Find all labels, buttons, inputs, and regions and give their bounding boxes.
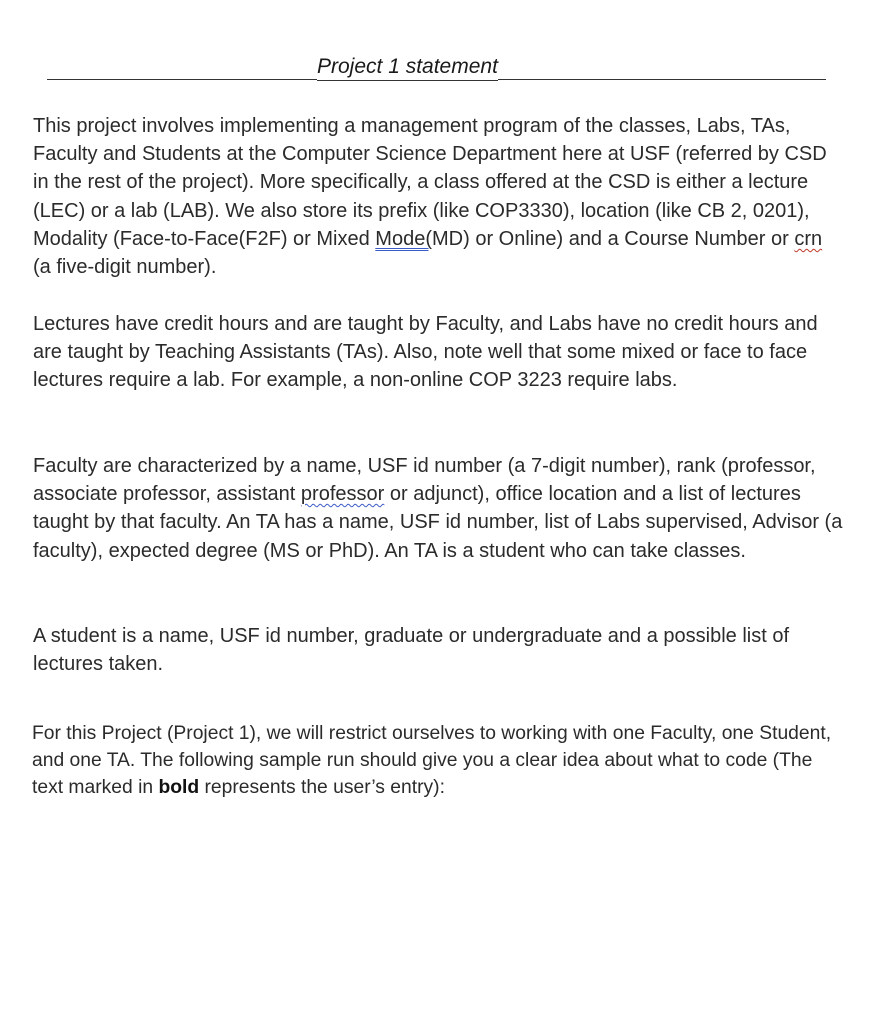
paragraph-intro-text-3: (a five-digit number). [33,256,217,279]
paragraph-scope-text-2: represents the user’s entry): [199,777,445,799]
grammar-flag-professor: professor [300,483,385,506]
page-title: Project 1 statement [317,54,498,81]
paragraph-scope-text-1: For this Project (Project 1), we will restrict ourselves to working with one Faculty, one Student, and one TA. The following sample run should give you a clear idea about what to code (The text marked in [32,723,832,799]
paragraph-intro [33,112,845,281]
grammar-flag-mode: Mode( [375,227,432,250]
title-rule-right [498,79,826,80]
title-row [47,56,826,84]
paragraph-intro-text-1: This project involves implementing a management program of the classes, Labs, TAs, Faculty and Students at the Computer Science Department here at USF (referred by CSD in the rest of the project). More specifically, a class offered at the CSD is either a lecture (LEC) or a lab (LAB). We also store its prefix (like COP3330), location (like CB 2, 0201), Modality (Face-to-Face(F2F) or Mixed [33,115,827,250]
paragraph-project-scope [32,720,847,802]
paragraph-student: A student is a name, USF id number, graduate or undergraduate and a possible list of lectures taken. [33,625,790,676]
paragraph-faculty [33,452,845,565]
paragraph-intro-text-2: MD) or Online) and a Course Number or [432,227,795,250]
spelling-flag-crn: crn [794,227,823,250]
paragraph-lectures: Lectures have credit hours and are taught by Faculty, and Labs have no credit hours and are taught by Teaching Assistants (TAs). Also, note well that some mixed or face to face lectures require a lab. For example, a non-online COP 3223 require labs. [33,313,818,392]
bold-word: bold [158,777,200,799]
paragraph-faculty-text-1: Faculty are characterized by a name, USF id number (a 7-digit number), rank (professor, associate professor, assistant [33,455,816,506]
title-rule-left [47,79,317,80]
paragraph-faculty-text-2: or adjunct), office location and a list of lectures taught by that faculty. An TA has a name, USF id number, list of Labs supervised, Advisor (a faculty), expected degree (MS or PhD). An TA is a student who can take classes. [33,483,843,562]
